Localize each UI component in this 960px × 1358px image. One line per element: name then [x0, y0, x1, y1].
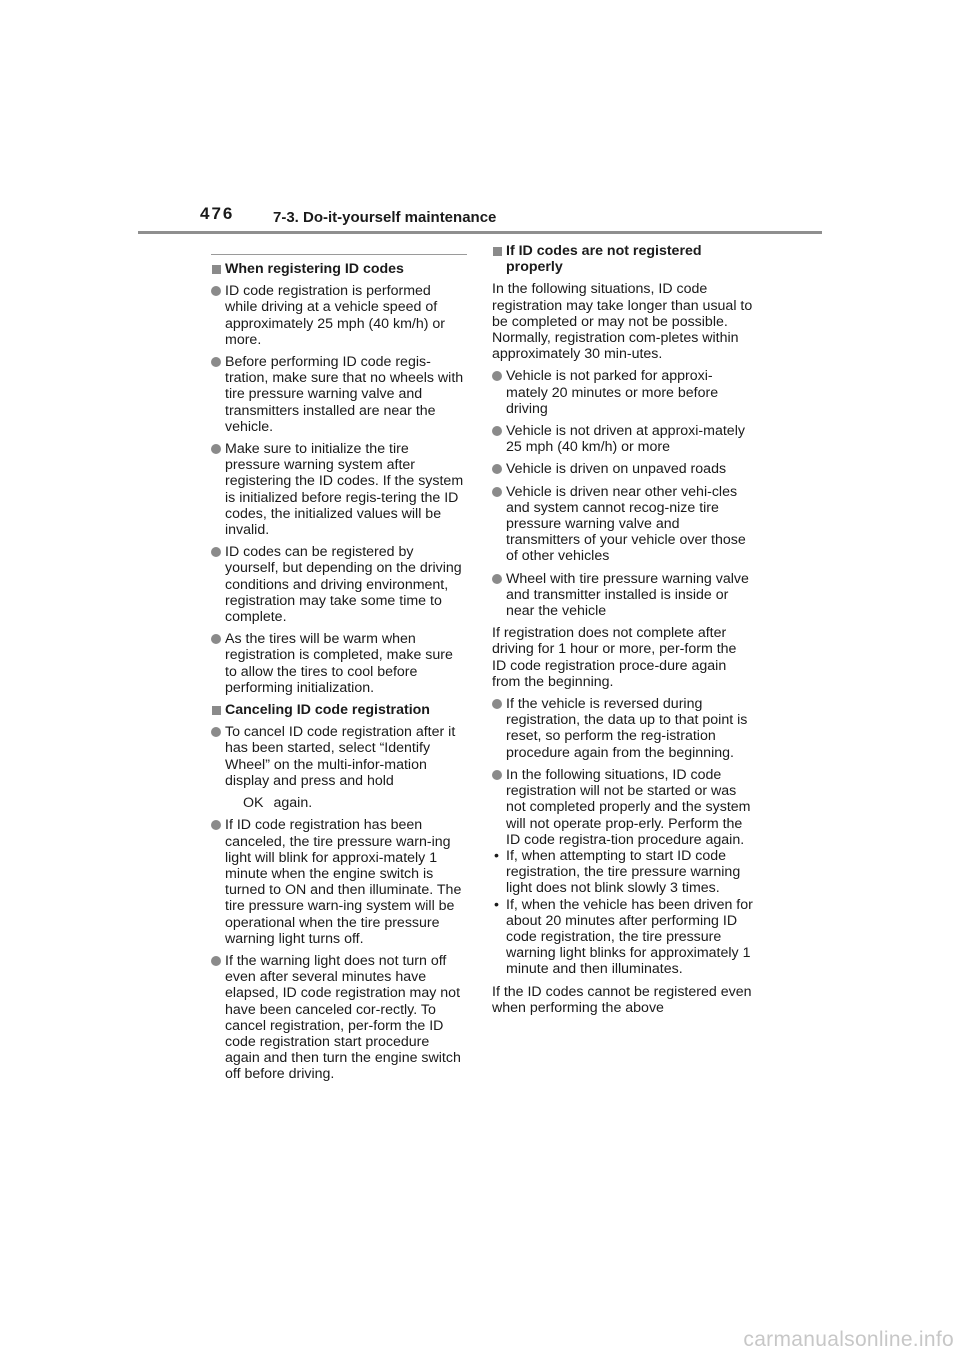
page-number: 476 [200, 204, 235, 223]
list-item: If the vehicle is reversed during registration, the data up to that point is reset, so perform the reg-istration procedure again from the beginning. [492, 696, 754, 761]
list-item: Wheel with tire pressure warning valve and transmitter installed is inside or near the vehicle [492, 571, 754, 620]
paragraph: If the ID codes cannot be registered even when performing the above [492, 983, 752, 1016]
list-item: Vehicle is driven near other vehi-cles and system cannot recog-nize tire pressure warning valve and transmitters of your vehicle over those of other vehicles [492, 484, 754, 565]
square-bullet-icon [493, 247, 502, 256]
round-bullet-icon [492, 487, 502, 497]
list-item: Vehicle is not driven at approxi-mately 25 mph (40 km/h) or more [492, 423, 754, 455]
heading-not-registered: If ID codes are not registered properly [492, 243, 754, 275]
watermark: carmanualsonline.info [743, 1328, 954, 1351]
right-column [492, 243, 754, 1022]
square-bullet-icon [212, 706, 221, 715]
list-item: To cancel ID code registration after it has been started, select “Identify Wheel” on the multi-infor-mation display and press and hold OK again. [211, 724, 467, 811]
round-bullet-icon [211, 634, 221, 644]
round-bullet-icon [211, 286, 221, 296]
round-bullet-icon [492, 371, 502, 381]
small-bullet-icon: • [494, 847, 499, 864]
round-bullet-icon [211, 956, 221, 966]
sub-list-item: • If, when attempting to start ID code registration, the tire pressure warning light does not blink slowly 3 times. [494, 847, 741, 897]
round-bullet-icon [492, 574, 502, 584]
round-bullet-icon [211, 820, 221, 830]
heading-canceling: Canceling ID code registration [211, 702, 467, 718]
list-item: If ID code registration has been canceled, the tire pressure warn-ing light will blink for approxi-mately 1 minute when the engine switch is turned to ON and then illuminate. The tire pressure warn-ing system will be operational when the tire pressure warning light turns off. [211, 817, 467, 947]
round-bullet-icon [211, 357, 221, 367]
list-item: As the tires will be warm when registration is completed, make sure to allow the tires to cool before performing initialization. [211, 631, 467, 696]
list-item: Make sure to initialize the tire pressure warning system after registering the ID codes. If the system is initialized before regis-tering the ID codes, the initialized values will be invalid. [211, 441, 467, 538]
round-bullet-icon [492, 770, 502, 780]
round-bullet-icon [211, 547, 221, 557]
section-title: 7-3. Do-it-yourself maintenance [273, 209, 497, 226]
round-bullet-icon [211, 444, 221, 454]
paragraph: If registration does not complete after driving for 1 hour or more, per-form the ID code registration proce-dure again from the beginning. [492, 625, 737, 690]
list-item: Vehicle is driven on unpaved roads [492, 461, 754, 477]
paragraph: In the following situations, ID code registration may take longer than usual to be completed or may not be possible. Normally, registration com-pletes within approximately 30 min-utes. [492, 281, 753, 363]
round-bullet-icon [492, 464, 502, 474]
page-header [200, 200, 820, 232]
column-rule [211, 254, 467, 255]
small-bullet-icon: • [494, 896, 499, 913]
list-item: In the following situations, ID code registration will not be started or was not completed properly and the system will not operate prop-erly. Perform the ID code registra-tion procedure again. [492, 767, 754, 848]
round-bullet-icon [211, 727, 221, 737]
square-bullet-icon [212, 265, 221, 274]
ok-button-instruction: OK again. [243, 795, 313, 812]
header-rule [138, 231, 822, 234]
list-item: ID code registration is performed while driving at a vehicle speed of approximately 25 mph (40 km/h) or more. [211, 283, 467, 348]
sub-list-item: • If, when the vehicle has been driven for about 20 minutes after performing ID code registration, the tire pressure warning light blinks for approximately 1 minute and then illuminates. [494, 896, 753, 978]
heading-registering: When registering ID codes [211, 261, 467, 277]
sub-list [492, 848, 754, 978]
ok-button-icon: OK [243, 795, 264, 812]
list-item: ID codes can be registered by yourself, but depending on the driving conditions and driving environment, registration may take some time to complete. [211, 544, 467, 625]
left-column [211, 243, 467, 1089]
round-bullet-icon [492, 699, 502, 709]
list-item: Before performing ID code regis-tration, make sure that no wheels with tire pressure warning valve and transmitters installed are near the vehicle. [211, 354, 467, 435]
list-item: Vehicle is not parked for approxi-mately 20 minutes or more before driving [492, 368, 754, 417]
round-bullet-icon [492, 426, 502, 436]
list-item: If the warning light does not turn off even after several minutes have elapsed, ID code registration may not have been canceled cor-rectly. To cancel registration, per-form the ID code registration start procedure again and then turn the engine switch off before driving. [211, 953, 467, 1083]
